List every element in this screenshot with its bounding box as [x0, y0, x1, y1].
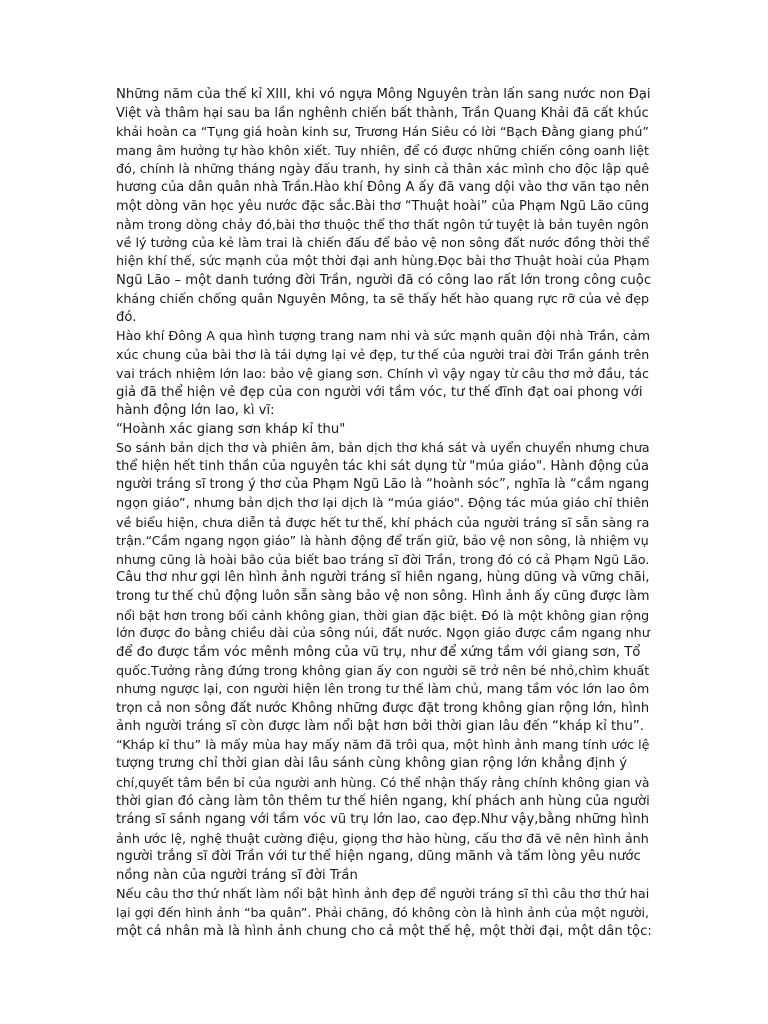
text-line: “Hoành xác giang sơn kháp kỉ thu" [116, 421, 346, 437]
text-line: ngọn giáo”, nhưng bản dịch thơ lại dịch là “múa giáo". Động tác múa giáo chỉ thiên [116, 496, 650, 512]
text-line: lại gợi đến hình ảnh “ba quân”. Phải chăng, đó không còn là hình ảnh của một người, [116, 905, 649, 921]
text-line: đó, chính là những tháng ngày đấu tranh, hy sinh cả thân xác mình cho độc lập quê [116, 161, 650, 177]
text-line: “Kháp kỉ thu” là mấy mùa hay mấy năm đã trôi qua, một hình ảnh mang tính ước lệ [116, 737, 650, 753]
text-line: Nếu câu thơ thứ nhất làm nổi bật hình ảnh đẹp để người tráng sĩ thì câu thơ thứ hai [116, 886, 650, 902]
text-line: chí,quyết tâm bền bỉ của người anh hùng. Có thể nhận thấy rằng chính không gian và [116, 774, 650, 790]
text-line: Hào khí Đông A qua hình tượng trang nam nhi và sức mạnh quân đội nhà Trần, cảm [116, 328, 651, 344]
text-line: nồng nàn của người tráng sĩ đời Trần [116, 867, 358, 883]
text-line: kháng chiến chống quân Nguyên Mông, ta sẽ thấy hết hào quang rực rỡ của vẻ đẹp [116, 291, 650, 307]
document-body [116, 86, 652, 941]
text-line: lớn được đo bằng chiều dài của sông núi, đất nước. Ngọn giáo được cầm ngang như [116, 626, 650, 642]
text-line: hiện khí thế, sức mạnh của một thời đại anh hùng.Đọc bài thơ Thuật hoài của Phạm [116, 254, 650, 270]
text-line: để đo được tầm vóc mênh mông của vũ trụ, như để xứng tầm với giang sơn, Tổ [116, 644, 641, 660]
text-line: Việt và thâm hại sau ba lần nghênh chiến bất thành, Trần Quang Khải đã cất khúc [116, 105, 649, 121]
text-line: Ngũ Lão – một danh tướng đời Trần, người đã có công lao rất lớn trong công cuộc [116, 272, 652, 288]
text-line: nhưng ngược lại, con người hiện lên trong tư thế làm chủ, mang tầm vóc lớn lao ôm [116, 682, 650, 697]
text-line: tượng trưng chỉ thời gian dài lâu sánh cùng không gian rộng lớn khẳng định ý [116, 756, 628, 772]
text-line: ảnh người tráng sĩ còn được làm nổi bật hơn bởi thời gian lâu đến “kháp kỉ thu”. [116, 719, 644, 735]
text-line: quốc.Tưởng rằng đứng trong không gian ấy con người sẽ trở nên bé nhỏ,chìm khuất [116, 663, 650, 679]
text-line: khải hoàn ca “Tụng giá hoàn kinh sư, Trương Hán Siêu có lời “Bạch Đằng giang phú” [116, 124, 649, 140]
text-line: nằm trong dòng chảy đó,bài thơ thuộc thể thơ thất ngôn tứ tuyệt là bản tuyên ngôn [116, 217, 649, 233]
text-line: nổi bật hơn trong bối cảnh không gian, thời gian đặc biệt. Đó là một không gian rộng [116, 607, 650, 623]
text-line: hành động lớn lao, kì vĩ: [116, 403, 275, 419]
text-line: giả đã thể hiện vẻ đẹp của con người với tầm vóc, tư thế đĩnh đạt oai phong với [116, 384, 643, 400]
text-line: trong tư thế chủ động luôn sẵn sàng bảo vệ non sông. Hình ảnh ấy cũng được làm [116, 589, 650, 605]
text-line: hương của dân quân nhà Trần.Hào khí Đông A ấy đã vang dội vào thơ văn tạo nên [116, 179, 650, 195]
text-line: người tráng sĩ trong ý thơ của Phạm Ngũ Lão là “hoành sóc”, nghĩa là “cầm ngang [116, 477, 650, 493]
text-line: trận.“Cầm ngang ngọn giáo” là hành động để trấn giữ, bảo vệ non sông, là nhiệm vụ [116, 533, 649, 549]
text-line: người trắng sĩ đời Trần với tư thế hiện ngang, dũng mãnh và tấm lòng yêu nước [116, 849, 641, 865]
text-line: về lý tưởng của kẻ làm trai là chiến đấu để bảo vệ non sông đất nước đồng thời thể [116, 235, 650, 251]
text-line: Câu thơ như gợi lên hình ảnh người tráng sĩ hiên ngang, hùng dũng và vững chãi, [116, 570, 650, 586]
text-line: thể hiện hết tinh thần của nguyên tác khi sát dụng từ "múa giáo". Hành động của [116, 458, 650, 474]
text-line: thời gian đó càng làm tôn thêm tư thế hiên ngang, khí phách anh hùng của người [116, 793, 650, 809]
text-line: đó. [116, 310, 137, 326]
text-line: vai trách nhiệm lớn lao: bảo vệ giang sơn. Chính vì vậy ngay từ câu thơ mở đầu, tác [116, 365, 650, 381]
text-line: Những năm của thế kỉ XIII, khi vó ngựa Mông Nguyên tràn lấn sang nước non Đại [116, 87, 651, 102]
text-line: mang âm hưởng tự hào khôn xiết. Tuy nhiên, để có được những chiến công oanh liệt [116, 142, 650, 158]
text-line: trọn cả non sông đất nước Không những được đặt trong không gian rộng lớn, hình [116, 700, 650, 716]
text-line: So sánh bản dịch thơ và phiên âm, bản dịch thơ khá sát và uyển chuyển nhưng chưa [116, 440, 650, 456]
text-line: nhưng cũng là hoài bão của biết bao tráng sĩ đời Trần, trong đó có cả Phạm Ngũ Lão. [116, 551, 650, 567]
text-line: một dòng văn học yêu nước đặc sắc.Bài thơ “Thuật hoài” của Phạm Ngũ Lão cũng [116, 198, 650, 214]
text-line: ảnh ước lệ, nghệ thuật cường điệu, giọng thơ hào hùng, cấu thơ đã vẽ nên hình ảnh [116, 830, 649, 846]
text-line: tráng sĩ sánh ngang với tầm vóc vũ trụ lớn lao, cao đẹp.Như vậy,bằng những hình [116, 812, 649, 828]
text-line: xúc chung của bài thơ là tái dựng lại vẻ đẹp, tư thế của người trai đời Trần gánh trên [116, 347, 650, 363]
text-line: một cá nhân mà là hình ảnh chung cho cả một thế hệ, một thời đại, một dân tộc: [116, 923, 652, 939]
text-line: về biểu hiện, chưa diễn tả được hết tư thế, khí phách của người tráng sĩ sẵn sàng ra [116, 514, 650, 530]
